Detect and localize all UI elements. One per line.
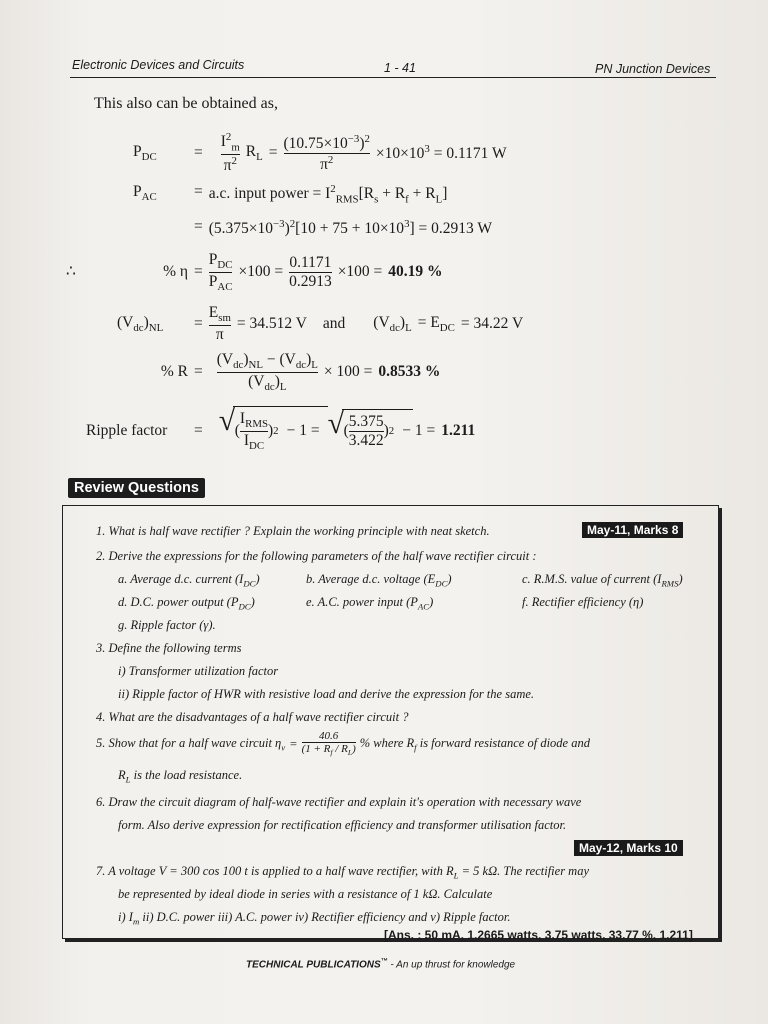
review-questions-heading: Review Questions	[68, 478, 205, 498]
question-3: 3. Define the following terms	[96, 641, 242, 655]
eq-pdc: $P_{DC}$ = $\frac{I^2_m}{\pi^2}$ $R_L$ = $\frac{(10.75\times 10^{-3})^2}{\pi^2}$ $\times 10\times 10^3 = 0.1171$ W	[133, 131, 507, 175]
eq-pac-value: = $(5.375\times 10^{-3})^2[10 + 75 + 10\times 10^3] = 0.2913$ W	[194, 218, 492, 238]
question-5: 5. Show that for a half wave circuit $\eta_v$ = $\frac{40.6}{(1 + R_f / R_L)}$ % where $R_f$ is forward resistance of diode and	[96, 729, 590, 758]
question-6-cont: form. Also derive expression for rectification efficiency and transformer utilisation factor.	[118, 818, 567, 832]
question-6: 6. Draw the circuit diagram of half-wave rectifier and explain it's operation with necessary wave	[96, 795, 582, 809]
footer-trademark: ™	[380, 958, 388, 965]
eq-regulation: % R = $\frac{(V_{dc})_{NL} - (V_{dc})_L}{(V_{dc})_L}$ × 100 = 0.8533 %	[160, 350, 441, 393]
question-2d: d. D.C. power output $(P_{DC})$	[118, 595, 255, 612]
question-2f: f. Rectifier efficiency (η)	[522, 595, 644, 609]
question-7-cont: be represented by ideal diode in series with a resistance of 1 kΩ. Calculate	[118, 887, 493, 901]
question-1: 1. What is half wave rectifier ? Explain the working principle with neat sketch.	[96, 524, 490, 538]
question-3ii: ii) Ripple factor of HWR with resistive load and derive the expression for the same.	[118, 687, 535, 701]
question-7: 7. A voltage V = 300 cos 100 t is applied to a half wave rectifier, with $R_L = 5$ kΩ. The rectifier may	[96, 864, 590, 881]
question-2g: g. Ripple factor (γ).	[118, 618, 216, 632]
footer-tagline: - An up thrust for knowledge	[387, 959, 516, 971]
intro-text: This also can be obtained as,	[94, 95, 278, 112]
eq-vdc: $(V_{dc})_{NL}$ = $\frac{E_{sm}}{\pi}$ = 34.512 V and $(V_{dc})_L$ = $E_{DC}$ = 34.22 V	[117, 304, 524, 343]
header-page-number: 1 - 41	[384, 61, 416, 75]
question-2a: a. Average d.c. current $(I_{DC})$	[118, 572, 260, 589]
question-2b: b. Average d.c. voltage $(E_{DC})$	[306, 572, 452, 589]
header-rule	[70, 77, 716, 78]
eq-ripple-factor: Ripple factor = √ ( $\frac{I_{RMS}}{I_{DC}}$ ) 2 − 1 = √ ( $\frac{5.375}{3.422}$ ) 2 − 1 = 1.211	[86, 403, 476, 452]
header-chapter-title: PN Junction Devices	[595, 62, 711, 76]
question-3i: i) Transformer utilization factor	[118, 664, 279, 678]
question-7-parts: i) $I_m$ ii) D.C. power iii) A.C. power iv) Rectifier efficiency and v) Ripple factor.	[118, 910, 511, 927]
therefore-symbol: ∴	[66, 263, 76, 280]
question-2c: c. R.M.S. value of current $(I_{RMS})$	[522, 572, 683, 589]
eq-efficiency: % η = $\frac{P_{DC}}{P_{AC}}$ ×100 = $\frac{0.1171}{0.2913}$ ×100 = 40.19 %	[163, 250, 443, 293]
eq-pac: $P_{AC}$ = a.c. input power = $I^2_{RMS}[R_s + R_f + R_L]$	[133, 183, 448, 206]
question-2e: e. A.C. power input $(P_{AC})$	[306, 595, 434, 612]
question-5-cont: $R_L$ is the load resistance.	[118, 768, 243, 785]
question-2: 2. Derive the expressions for the following parameters of the half wave rectifier circuit :	[96, 549, 537, 563]
question-7-answer: [Ans. : 50 mA, 1.2665 watts, 3.75 watts, 33.77 %, 1.211]	[384, 928, 693, 942]
question-6-marks-badge: May-12, Marks 10	[574, 840, 683, 856]
footer-brand: TECHNICAL PUBLICATIONS	[246, 959, 381, 971]
question-1-marks-badge: May-11, Marks 8	[582, 522, 683, 538]
question-4: 4. What are the disadvantages of a half wave rectifier circuit ?	[96, 710, 409, 724]
footer	[246, 958, 515, 970]
header-book-title: Electronic Devices and Circuits	[72, 58, 245, 72]
